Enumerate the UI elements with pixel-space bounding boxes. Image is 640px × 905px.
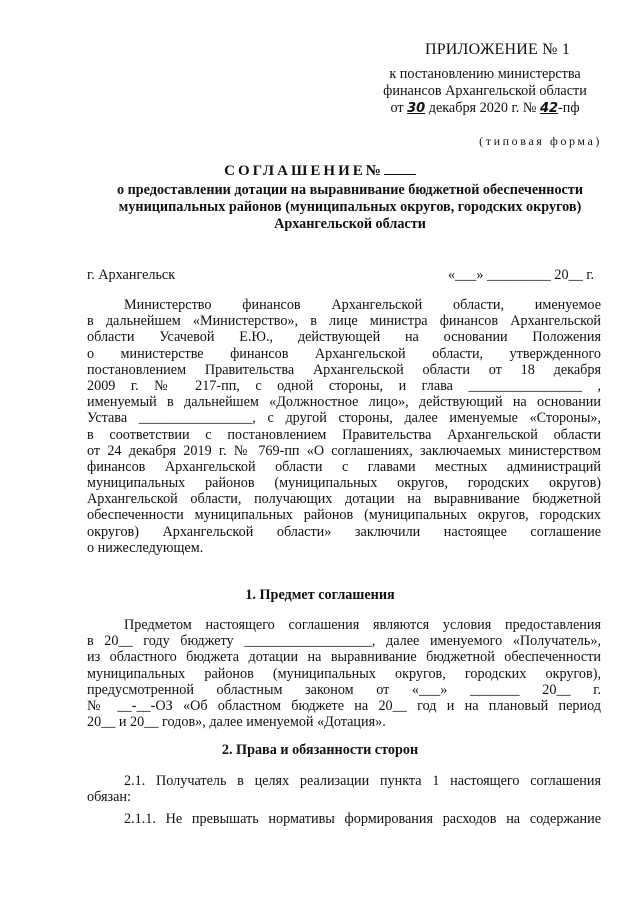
preamble-line: округов) Архангельской области» заключили настоящее соглашение xyxy=(87,523,601,540)
appendix-handwritten-number: 42 xyxy=(539,101,559,116)
section-1-line: 20__ и 20__ годов», далее именуемой «Дотация». xyxy=(87,714,386,731)
section-1-line: муниципальных районов (муниципальных округов, городских округов), xyxy=(87,665,601,682)
preamble-line: обеспеченности муниципальных районов (муниципальных округов, городских xyxy=(87,507,601,524)
section-2-heading: 2. Права и обязанности сторон xyxy=(221,742,419,758)
preamble-line: области Усачевой Е.Ю., действующей на основании Положения xyxy=(87,329,601,346)
document-subtitle xyxy=(90,182,610,233)
appendix-date-middle: декабря 2020 г. № xyxy=(428,100,537,116)
preamble-line: муниципальных районов (муниципальных округов, городских округов) xyxy=(87,475,601,492)
appendix-number-suffix: -пф xyxy=(558,100,580,116)
preamble-line: постановлением Правительства Архангельской области от 18 декабря xyxy=(87,361,601,378)
form-type-label: (типовая форма) xyxy=(479,134,602,148)
section-1-line: предусмотренной областным законом от «___» _______ 20__ г. xyxy=(87,681,601,698)
section-1-heading: 1. Предмет соглашения xyxy=(245,587,395,603)
section-2-line: 2.1. Получатель в целях реализации пункта 1 настоящего соглашения xyxy=(124,773,601,789)
subtitle-line-1: о предоставлении дотации на выравнивание бюджетной обеспеченности xyxy=(116,182,584,198)
appendix-handwritten-day: 30 xyxy=(407,101,426,116)
document-number-blank xyxy=(384,162,416,175)
preamble-line: в соответствии с постановлением Правительства Архангельской области xyxy=(87,426,601,443)
section-1-line: из областного бюджета дотации на выравнивание бюджетной обеспеченности xyxy=(87,649,601,666)
date-of-signing: «___» _________ 20__ г. xyxy=(448,267,595,283)
preamble-line: о нижеследующем. xyxy=(87,539,204,556)
subtitle-line-2: муниципальных районов (муниципальных округов, городских округов) xyxy=(118,199,582,215)
section-1-line: № __-__-ОЗ «Об областном бюджете на 20__ год и на плановый период xyxy=(87,697,601,714)
appendix-date-prefix: от xyxy=(390,100,404,116)
preamble-line: о министерстве финансов Архангельской области, утвержденного xyxy=(87,345,601,362)
section-1-line: в 20__ году бюджету __________________, далее именуемого «Получатель», xyxy=(87,633,601,650)
preamble-paragraph xyxy=(87,297,601,556)
document-title xyxy=(0,162,640,179)
section-1-line: Предметом настоящего соглашения являются условия предоставления xyxy=(124,617,601,633)
preamble-line: в дальнейшем «Министерство», в лице министра финансов Архангельской xyxy=(87,313,601,330)
section-1-paragraph xyxy=(87,617,601,730)
section-2-paragraph xyxy=(87,773,601,828)
section-2-line: обязан: xyxy=(87,789,131,806)
place-of-signing: г. Архангельск xyxy=(87,267,176,283)
preamble-line: Министерство финансов Архангельской области, именуемое xyxy=(124,297,601,313)
preamble-line: Устава ________________, с другой стороны, далее именуемые «Стороны», xyxy=(87,410,601,427)
appendix-title: ПРИЛОЖЕНИЕ № 1 xyxy=(424,41,571,58)
document-title-text: СОГЛАШЕНИЕ№ xyxy=(224,163,384,179)
preamble-line: 2009 г. № 217-пп, с одной стороны, и глава ________________ , xyxy=(87,377,601,394)
subtitle-line-3: Архангельской области xyxy=(274,216,426,232)
preamble-line: финансов Архангельской области с главами местных администраций xyxy=(87,458,601,475)
preamble-line: Архангельской области, получающих дотации на выравнивание бюджетной xyxy=(87,491,601,508)
appendix-line-3 xyxy=(370,100,600,117)
preamble-line: от 24 декабря 2019 г. № 769-пп «О соглашениях, заключаемых министерством xyxy=(87,442,601,459)
section-2-line: 2.1.1. Не превышать нормативы формирования расходов на содержание xyxy=(124,811,601,828)
appendix-line-2: финансов Архангельской области xyxy=(383,83,587,99)
appendix-line-1: к постановлению министерства xyxy=(389,66,581,82)
preamble-line: именуемый в дальнейшем «Должностное лицо», действующий на основании xyxy=(87,394,601,411)
